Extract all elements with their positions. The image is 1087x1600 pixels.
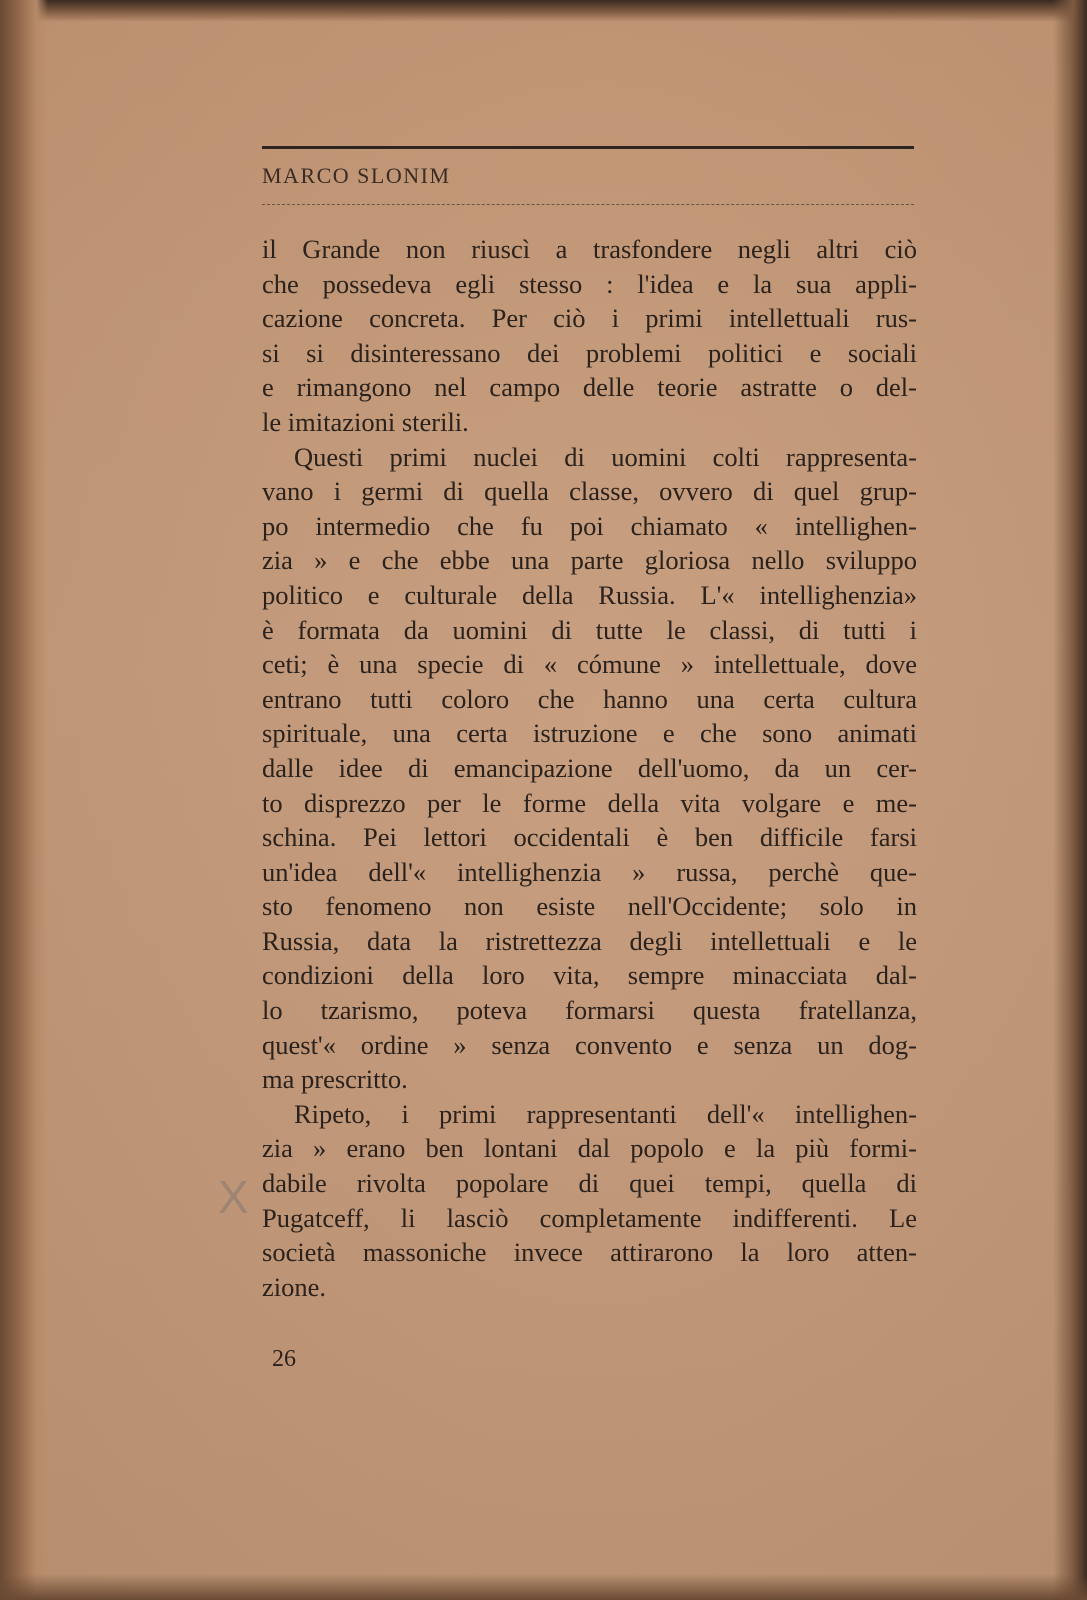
running-head: MARCO SLONIM	[262, 163, 451, 188]
text-line: vano i germi di quella classe, ovvero di quel grup-	[262, 476, 917, 507]
text-line: Pugatceff, li lasciò completamente indifferenti. Le	[262, 1202, 917, 1233]
header-rule	[262, 146, 914, 149]
text-line: un'idea dell'« intellighenzia » russa, perchè que-	[262, 856, 917, 887]
page-number: 26	[272, 1346, 296, 1372]
text-line: quest'« ordine » senza convento e senza un dog-	[262, 1029, 917, 1060]
text-line: Ripeto, i primi rappresentanti dell'« intellighen-	[294, 1098, 917, 1129]
text-line: zia » e che ebbe una parte gloriosa nello sviluppo	[262, 545, 917, 576]
text-line: è formata da uomini di tutte le classi, di tutti i	[262, 614, 917, 645]
text-line: entrano tutti coloro che hanno una certa cultura	[262, 683, 917, 714]
text-line: spirituale, una certa istruzione e che sono animati	[262, 718, 917, 749]
body-text	[262, 232, 917, 1304]
text-line: ma prescritto.	[262, 1064, 408, 1095]
text-line: zione.	[262, 1271, 327, 1302]
text-line: si si disinteressano dei problemi politici e sociali	[262, 337, 917, 368]
text-line: sto fenomeno non esiste nell'Occidente; solo in	[262, 891, 917, 922]
header-underline	[262, 204, 914, 205]
text-line: società massoniche invece attirarono la loro atten-	[262, 1237, 917, 1268]
text-line: politico e culturale della Russia. L'« intellighenzia»	[262, 579, 917, 610]
margin-pencil-mark: X	[218, 1171, 249, 1223]
text-line: to disprezzo per le forme della vita volgare e me-	[262, 787, 917, 818]
text-line: che possedeva egli stesso : l'idea e la sua appli-	[262, 268, 917, 299]
text-line: lo tzarismo, poteva formarsi questa fratellanza,	[262, 995, 917, 1026]
page-edge-left	[0, 0, 48, 1600]
text-line: le imitazioni sterili.	[262, 406, 469, 437]
text-line: zia » erano ben lontani dal popolo e la più formi-	[262, 1133, 917, 1164]
text-line: po intermedio che fu poi chiamato « intellighen-	[262, 510, 917, 541]
text-line: Questi primi nuclei di uomini colti rappresenta-	[294, 441, 917, 472]
text-line: dalle idee di emancipazione dell'uomo, da un cer-	[262, 752, 917, 783]
text-line: e rimangono nel campo delle teorie astratte o del-	[262, 372, 917, 403]
text-line: dabile rivolta popolare di quei tempi, quella di	[262, 1168, 917, 1199]
text-line: il Grande non riuscì a trasfondere negli altri ciò	[262, 234, 917, 264]
page-edge-top	[0, 0, 1087, 22]
text-line: condizioni della loro vita, sempre minacciata dal-	[262, 960, 917, 991]
text-line: cazione concreta. Per ciò i primi intellettuali rus-	[262, 303, 917, 334]
page-edge-right	[1053, 0, 1087, 1600]
page-edge-bottom	[0, 1574, 1087, 1600]
text-line: ceti; è una specie di « cómune » intellettuale, dove	[262, 649, 917, 680]
text-line: schina. Pei lettori occidentali è ben difficile farsi	[262, 822, 917, 853]
text-line: Russia, data la ristrettezza degli intellettuali e le	[262, 925, 917, 956]
